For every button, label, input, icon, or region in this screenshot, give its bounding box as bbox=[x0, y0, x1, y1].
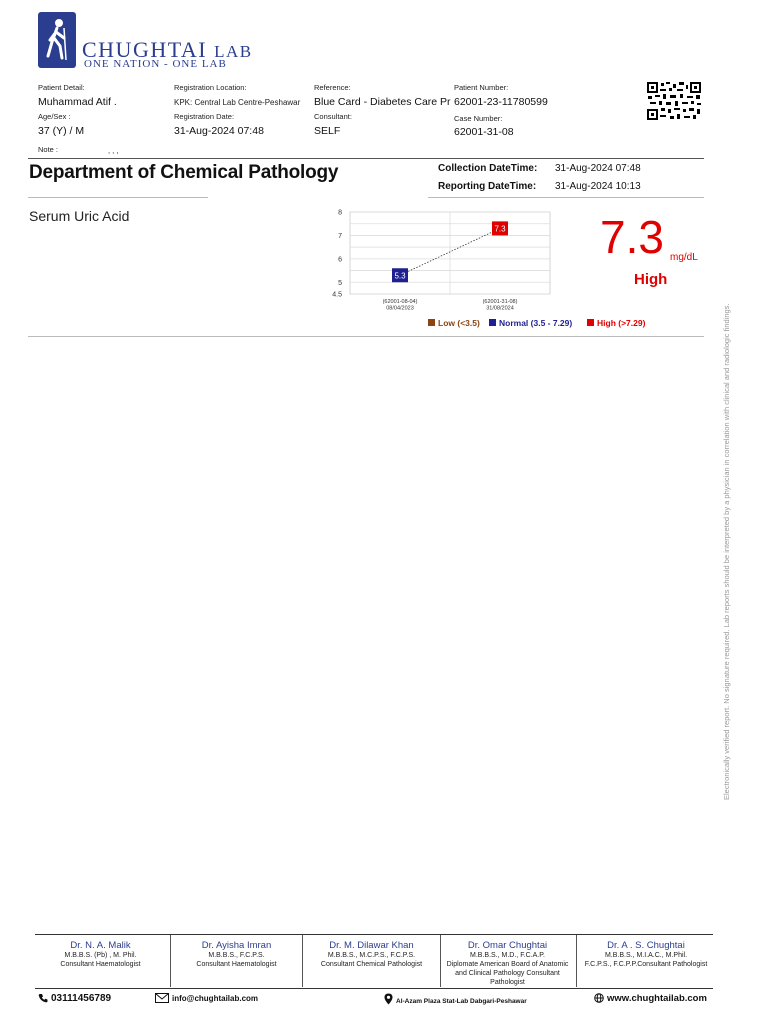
doctor-title: Consultant Haematologist bbox=[60, 961, 141, 968]
doctor-title: Diplomate American Board of Anatomic bbox=[446, 961, 569, 968]
x-tick-label: 31/08/2024 bbox=[486, 305, 514, 312]
y-tick-label: 4.5 bbox=[332, 291, 342, 299]
doctor-card bbox=[33, 940, 168, 969]
patient-detail-label: Patient Detail: bbox=[38, 83, 85, 92]
legend-low bbox=[428, 318, 480, 328]
walking-man-icon bbox=[38, 12, 76, 68]
doctor-title: Consultant Chemical Pathologist bbox=[320, 961, 423, 968]
address-text: Al-Azam Plaza Stat-Lab Dabgari-Peshawar bbox=[396, 998, 527, 1005]
age-sex-label: Age/Sex : bbox=[38, 112, 71, 121]
globe-icon bbox=[594, 993, 604, 1003]
legend-high bbox=[587, 318, 645, 328]
result-unit: mg/dL bbox=[670, 252, 698, 263]
y-tick-label: 6 bbox=[338, 256, 342, 264]
contact-address bbox=[384, 993, 527, 1005]
doctor-qualification: M.B.B.S., M.C.P.S., F.C.P.S. bbox=[327, 952, 416, 959]
registration-location-label: Registration Location: bbox=[174, 83, 247, 92]
case-number-value: 62001-31-08 bbox=[454, 126, 514, 138]
patient-number-label: Patient Number: bbox=[454, 83, 509, 92]
x-tick-label: 08/04/2023 bbox=[386, 305, 414, 312]
doctor-qualification: M.B.B.S., M.I.A.C., M.Phil. bbox=[604, 952, 688, 959]
brand-tagline: ONE NATION - ONE LAB bbox=[84, 58, 227, 70]
doctor-title: and Clinical Pathology Consultant bbox=[455, 970, 560, 977]
registration-date-value: 31-Aug-2024 07:48 bbox=[174, 125, 264, 137]
y-tick-label: 8 bbox=[338, 209, 342, 217]
doctor-qualification: M.B.B.S. (Pb) , M. Phil. bbox=[64, 952, 137, 959]
registration-date-label: Registration Date: bbox=[174, 112, 235, 121]
doctor-title: Pathologist bbox=[490, 979, 525, 986]
legend-normal bbox=[489, 318, 572, 328]
verification-note: Electronically verified report. No signature required. Lab reports should be interpreted by a physician in correlation with clinical and radiologic findings. bbox=[722, 303, 731, 800]
reporting-datetime-value: 31-Aug-2024 10:13 bbox=[555, 181, 641, 192]
doctor-card bbox=[304, 940, 439, 969]
doctor-name: Dr. Omar Chughtai bbox=[467, 940, 548, 951]
reference-label: Reference: bbox=[314, 83, 351, 92]
phone-number: 03111456789 bbox=[51, 993, 112, 1004]
footer-bottom-rule bbox=[35, 988, 713, 989]
test-name: Serum Uric Acid bbox=[29, 208, 130, 224]
legend-low-label: Low (<3.5) bbox=[438, 318, 480, 328]
case-number-label: Case Number: bbox=[454, 114, 503, 123]
phone-icon bbox=[38, 993, 48, 1003]
test-divider bbox=[28, 336, 704, 337]
age-sex-value: 37 (Y) / M bbox=[38, 125, 85, 137]
doctor-name: Dr. Ayisha Imran bbox=[201, 940, 272, 951]
legend-normal-label: Normal (3.5 - 7.29) bbox=[499, 318, 573, 328]
section-divider-left bbox=[28, 197, 208, 198]
reporting-datetime-label: Reporting DateTime: bbox=[438, 181, 537, 192]
data-label: 7.3 bbox=[494, 224, 506, 234]
doctor-qualification: M.B.B.S., F.C.P.S. bbox=[208, 952, 265, 959]
x-tick-label: (62001-31-08) bbox=[482, 299, 518, 305]
contact-phone[interactable] bbox=[38, 993, 111, 1004]
email-address: info@chughtailab.com bbox=[172, 994, 259, 1003]
doctor-name: Dr. N. A. Malik bbox=[70, 940, 131, 951]
legend-high-swatch bbox=[587, 319, 594, 326]
doctor-qualification: M.B.B.S., M.D., F.C.A.P. bbox=[470, 952, 545, 959]
consultant-label: Consultant: bbox=[314, 112, 352, 121]
contact-email[interactable] bbox=[155, 993, 258, 1003]
x-tick-label: (62001-08-04) bbox=[382, 299, 418, 305]
consultant-value: SELF bbox=[314, 125, 341, 137]
qr-code bbox=[646, 81, 702, 121]
result-trend-chart bbox=[325, 208, 565, 318]
legend-normal-swatch bbox=[489, 319, 496, 326]
patient-number-value: 62001-23-11780599 bbox=[454, 96, 548, 108]
note-value: , , , bbox=[108, 146, 119, 155]
doctor-card bbox=[440, 940, 575, 987]
doctor-title: Consultant Haematologist bbox=[196, 961, 277, 968]
y-tick-label: 7 bbox=[338, 232, 342, 240]
result-value: 7.3 bbox=[600, 211, 664, 263]
doctor-title: F.C.P.S., F.C.P.P.Consultant Pathologist bbox=[584, 961, 708, 968]
reference-value: Blue Card - Diabetes Care Pr bbox=[314, 96, 451, 108]
legend-low-swatch bbox=[428, 319, 435, 326]
department-title: Department of Chemical Pathology bbox=[29, 162, 339, 183]
brand-lab: LAB bbox=[214, 42, 253, 61]
header-divider bbox=[28, 158, 704, 159]
section-divider-right bbox=[428, 197, 704, 198]
footer-top-rule bbox=[35, 934, 713, 935]
legend-high-label: High (>7.29) bbox=[597, 318, 646, 328]
collection-datetime-label: Collection DateTime: bbox=[438, 163, 538, 174]
y-tick-label: 5 bbox=[338, 279, 342, 287]
doctor-card bbox=[169, 940, 304, 969]
brand-main: CHUGHTAI bbox=[82, 37, 208, 62]
collection-datetime-value: 31-Aug-2024 07:48 bbox=[555, 163, 641, 174]
data-label: 5.3 bbox=[394, 271, 406, 281]
location-pin-icon bbox=[384, 993, 393, 1005]
brand-logo-mark bbox=[38, 12, 76, 68]
note-label: Note : bbox=[38, 145, 59, 154]
patient-name: Muhammad Atif . bbox=[38, 96, 117, 108]
registration-location-value: KPK: Central Lab Centre-Peshawar bbox=[174, 98, 301, 107]
doctor-card bbox=[576, 940, 716, 969]
email-icon bbox=[155, 993, 169, 1003]
contact-website[interactable] bbox=[594, 993, 707, 1004]
result-flag: High bbox=[634, 271, 668, 288]
doctor-name: Dr. A . S. Chughtai bbox=[607, 940, 685, 951]
doctor-name: Dr. M. Dilawar Khan bbox=[329, 940, 414, 951]
website-url: www.chughtailab.com bbox=[607, 993, 707, 1004]
